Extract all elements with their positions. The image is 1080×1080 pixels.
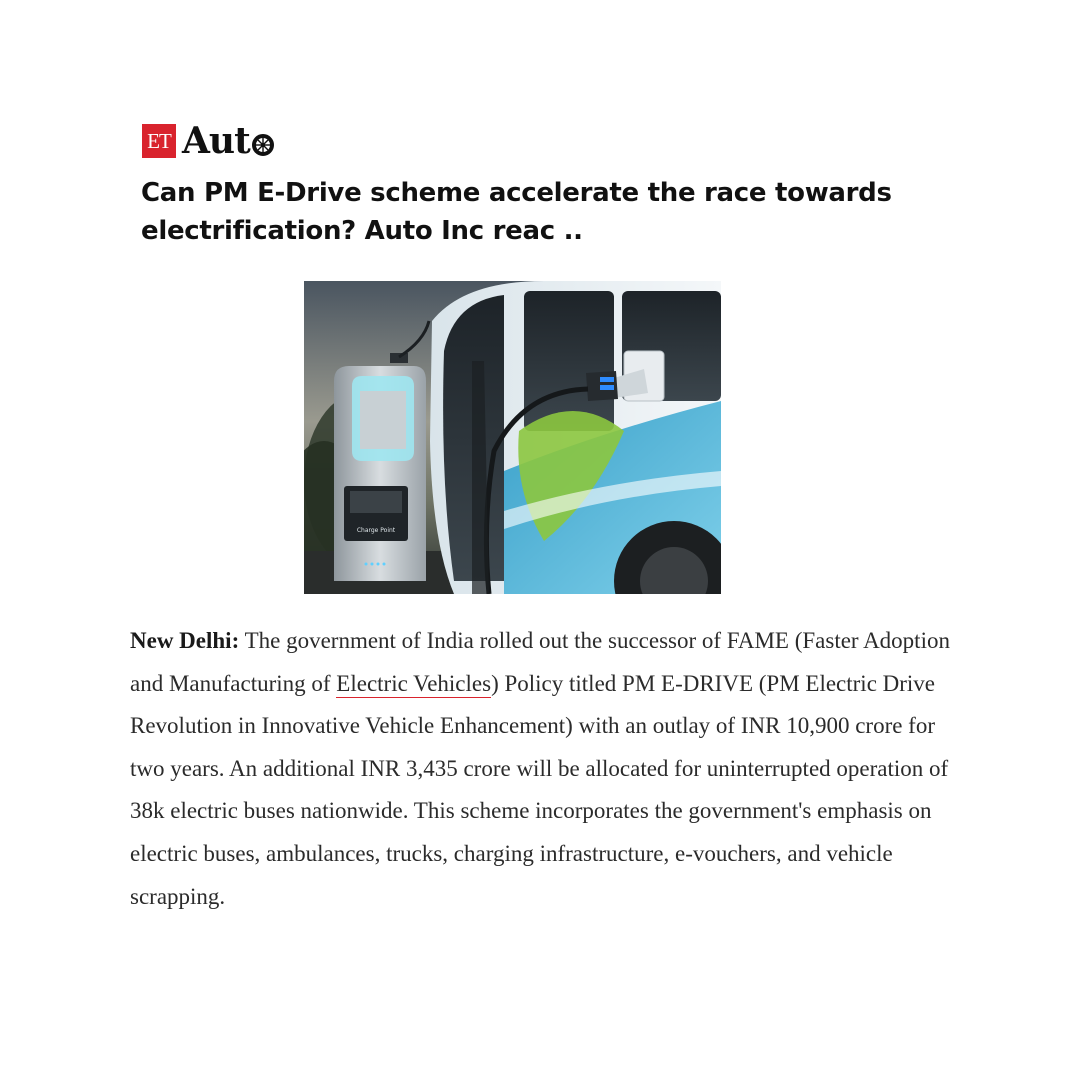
article-dateline: New Delhi:	[130, 628, 240, 653]
brand-name	[182, 122, 274, 160]
headline-line-1: Can PM E-Drive scheme accelerate the race towards	[141, 178, 892, 208]
charge-point-label: Charge Point	[356, 527, 396, 534]
hero-illustration	[304, 281, 721, 594]
et-badge: ET	[142, 124, 176, 158]
brand-name-text: Aut	[182, 120, 250, 162]
wheel-o-icon	[252, 134, 274, 156]
ev-bus-charging-image	[304, 281, 721, 594]
headline-line-2: electrification? Auto Inc reac ..	[141, 216, 583, 246]
article-text-part-2: ) Policy titled PM E-DRIVE (PM Electric Drive Revolution in Innovative Vehicle Enhancement) with an outlay of INR 10,900 crore for two years. An additional INR 3,435 crore will be allocated for uninterrupted operation of 38k electric buses nationwide. This scheme incorporates the government's emphasis on electric buses, ambulances, trucks, charging infrastructure, e-vouchers, and vehicle scrapping.	[130, 670, 949, 909]
article-text-part-1: The government of India rolled out the successor of FAME (Faster Adoption and Manufacturing of	[130, 628, 950, 696]
article-body	[130, 620, 960, 918]
article-headline[interactable]	[141, 174, 921, 250]
electric-vehicles-link[interactable]: Electric Vehicles	[336, 670, 492, 696]
et-auto-logo[interactable]	[142, 122, 274, 160]
